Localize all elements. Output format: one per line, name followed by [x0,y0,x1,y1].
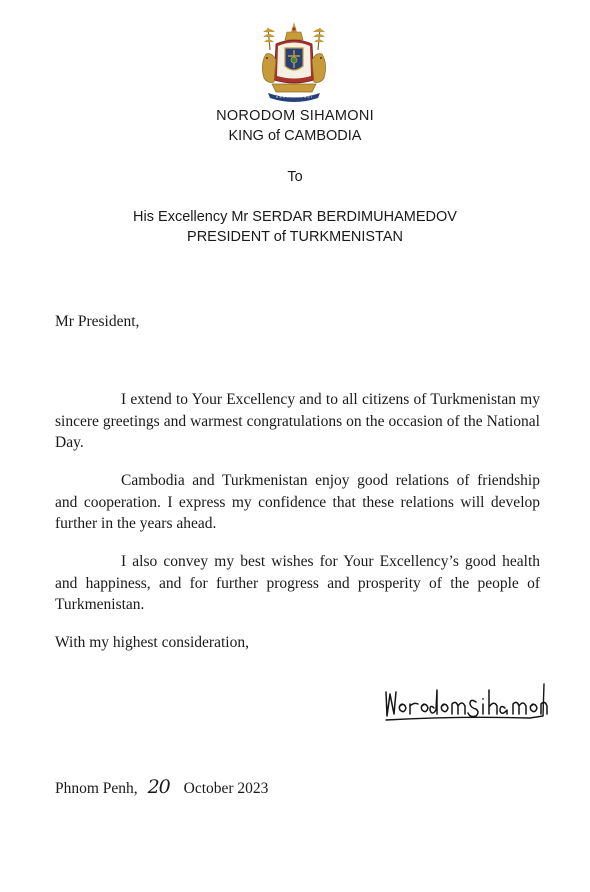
month-year: October 2023 [183,780,269,797]
closing-line: With my highest consideration, [55,634,249,651]
sender-title: KING of CAMBODIA [228,128,362,144]
paragraph-3: I also convey my best wishes for Your Excellency’s good health and happiness, and for further progress and prosperity of the people of Turkmenistan. [55,553,540,613]
sender-name: NORODOM SIHAMONI [216,108,374,124]
royal-coat-of-arms-icon [254,20,334,102]
sender-block [0,106,590,146]
place: Phnom Penh, [55,780,138,797]
handwritten-signature-icon [380,680,550,730]
place-and-date [55,776,268,798]
recipient-line-2: PRESIDENT of TURKMENISTAN [187,229,403,245]
recipient-line-1: His Excellency Mr SERDAR BERDIMUHAMEDOV [133,209,457,225]
paragraph-2: Cambodia and Turkmenistan enjoy good relations of friendship and cooperation. I express my confidence that these relations will develop further in the years ahead. [55,472,540,532]
paragraph-1: I extend to Your Excellency and to all citizens of Turkmenistan my sincere greetings and warmest congratulations on the occasion of the National Day. [55,391,540,451]
handwritten-day: 20 [147,776,170,798]
recipient-block [0,207,590,247]
to-label: To [287,169,303,185]
salutation: Mr President, [55,313,140,330]
